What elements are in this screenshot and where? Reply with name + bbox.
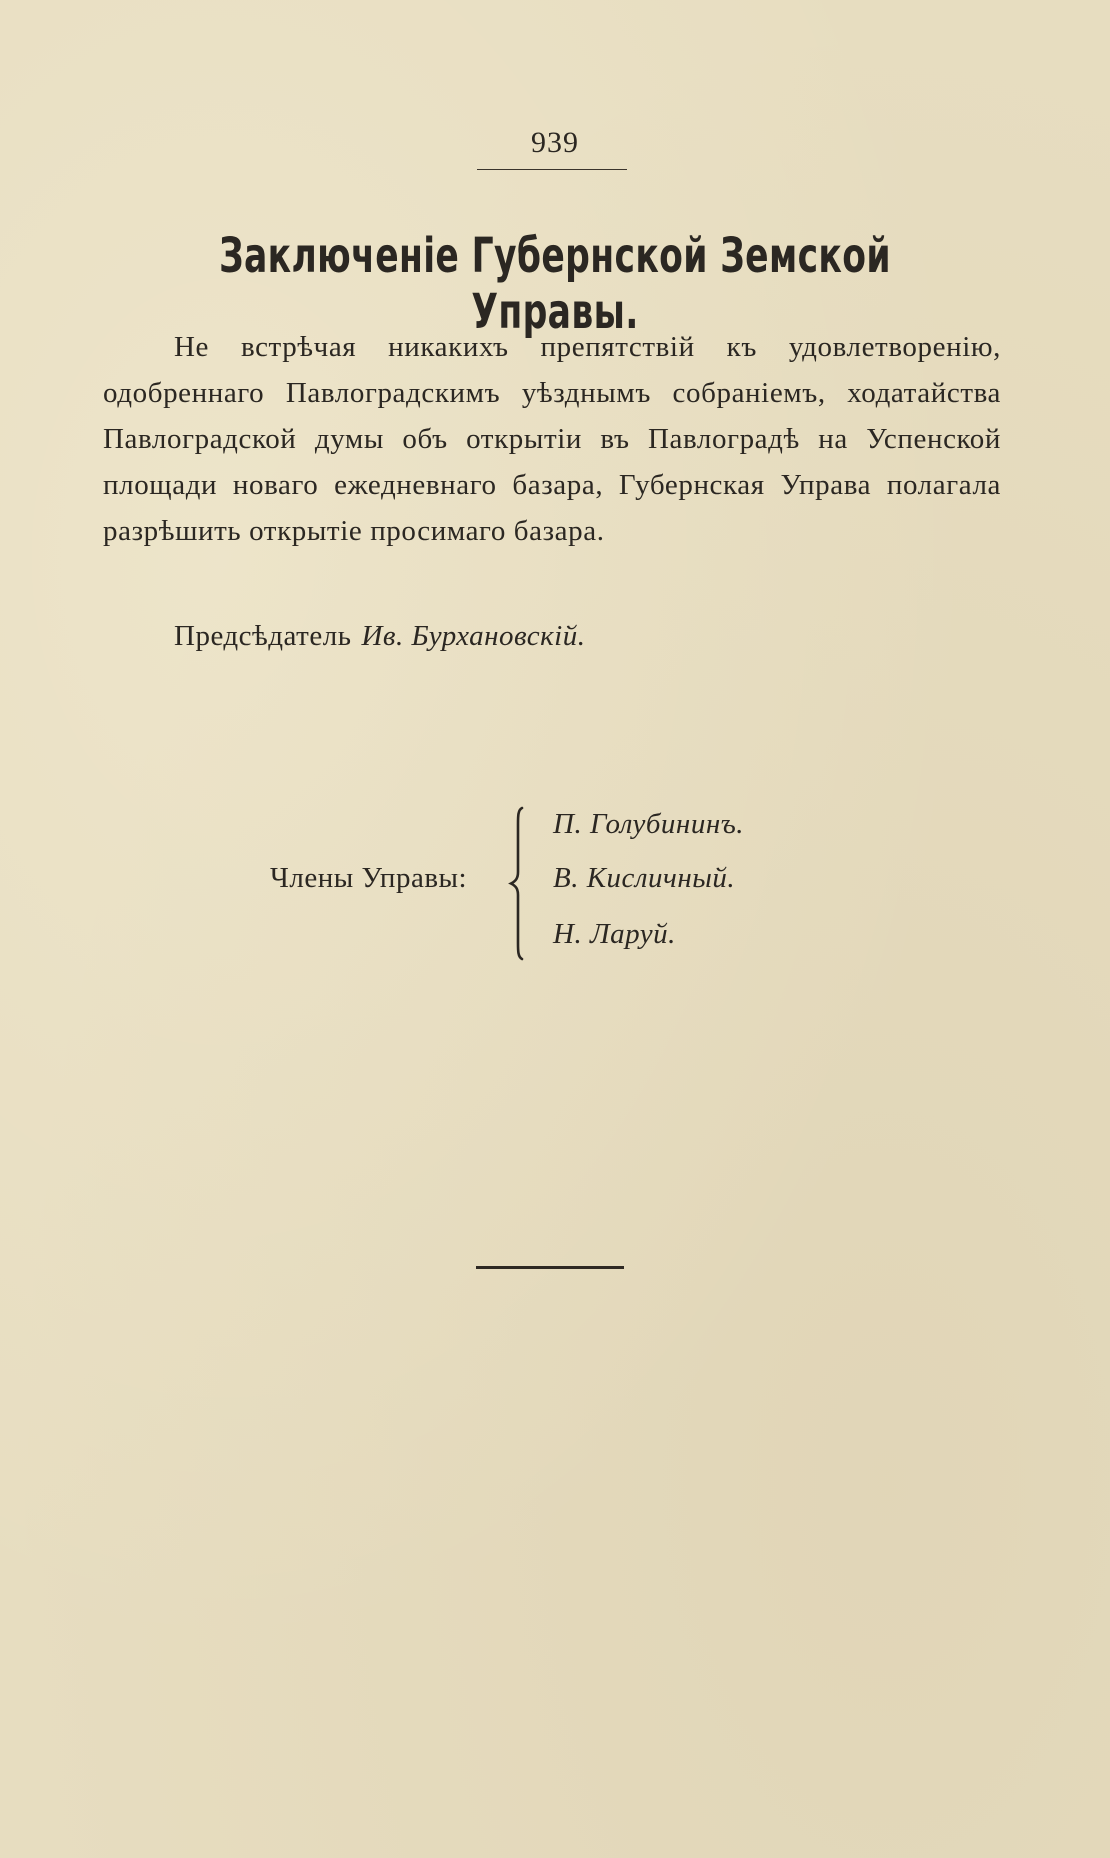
member-name-3: Н. Ларуй. [553, 918, 676, 950]
page-number: 939 [531, 126, 579, 159]
member-name-1: П. Голубининъ. [553, 808, 745, 840]
section-title: Заключеніе Губернской Земской Управы. [219, 228, 891, 340]
chairman-signature [174, 620, 585, 653]
body-paragraph: Не встрѣчая никакихъ препятствій къ удовлетворенію, одобреннаго Павлоградскимъ уѣзднымъ собраніемъ, ходатайства Павлоградской думы объ открытіи въ Павлоградѣ на Успенской площади новаго ежедневнаго базара, Губернская Управа полагала разрѣшить открытіе просимаго базара. [103, 331, 1001, 547]
chairman-name: Ив. Бурхановскій. [361, 620, 586, 652]
curly-brace-icon [504, 806, 534, 961]
member-name-2: В. Кисличный. [553, 862, 736, 894]
footer-rule [476, 1266, 624, 1269]
header-rule [477, 169, 627, 170]
members-label: Члены Управы: [270, 862, 468, 894]
chairman-label: Предсѣдатель [174, 620, 352, 652]
